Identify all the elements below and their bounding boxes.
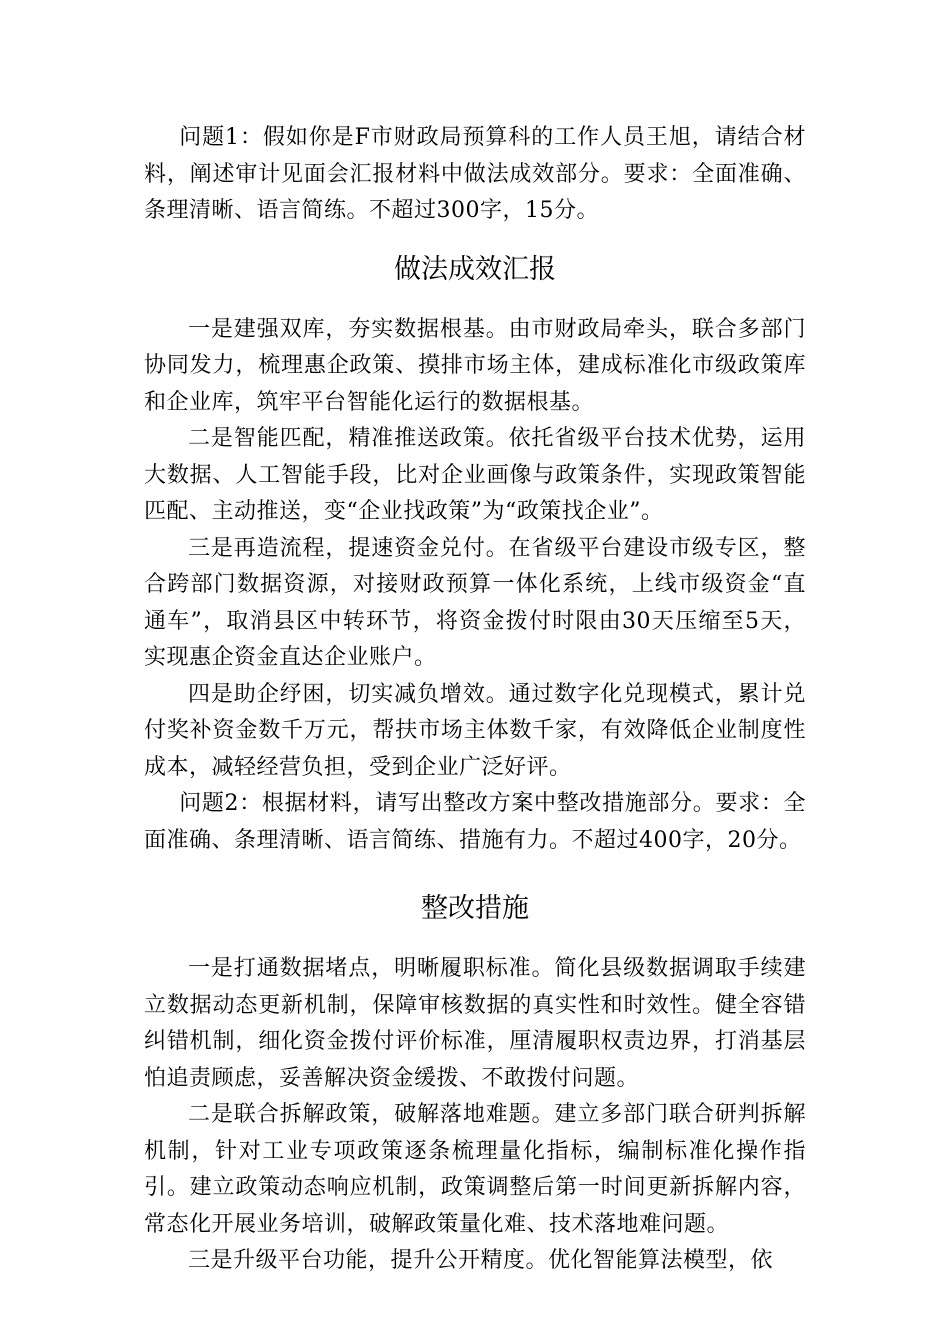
paragraph-enterprise-relief: 四是助企纾困，切实减负增效。通过数字化兑现模式，累计兑付奖补资金数千万元，帮扶市场主体数千家，有效降低企业制度性成本，减轻经营负担，受到企业广泛好评。 [144, 681, 806, 780]
question-2: 问题2：根据材料，请写出整改方案中整改措施部分。要求：全面准确、条理清晰、语言简练、措施有力。不超过400字，20分。 [144, 791, 806, 853]
paragraph-smart-matching: 二是智能匹配，精准推送政策。依托省级平台技术优势，运用大数据、人工智能手段，比对企业画像与政策条件，实现政策智能匹配、主动推送，变“企业找政策”为“政策找企业”。 [144, 426, 806, 524]
question-1: 问题1：假如你是F市财政局预算科的工作人员王旭，请结合材料，阐述审计见面会汇报材料中做法成效部分。要求：全面准确、条理清晰、语言简练。不超过300字，15分。 [144, 125, 806, 223]
paragraph-build-databases: 一是建强双库，夯实数据根基。由市财政局牵头，联合多部门协同发力，梳理惠企政策、摸排市场主体，建成标准化市级政策库和企业库，筑牢平台智能化运行的数据根基。 [144, 316, 806, 415]
paragraph-platform-upgrade: 三是升级平台功能，提升公开精度。优化智能算法模型，依 [188, 1248, 774, 1273]
paragraph-process-redesign: 三是再造流程，提速资金兑付。在省级平台建设市级专区，整合跨部门数据资源，对接财政预算一体化系统，上线市级资金“直通车”，取消县区中转环节，将资金拨付时限由30天压缩至5天，实现惠企资金直达企业账户。 [144, 535, 806, 670]
paragraph-data-bottlenecks: 一是打通数据堵点，明晰履职标准。简化县级数据调取手续建立数据动态更新机制，保障审核数据的真实性和时效性。健全容错纠错机制，细化资金拨付评价标准，厘清履职权责边界，打消基层怕追责顾虑，妥善解决资金缓拨、不敢拨付问题。 [144, 956, 806, 1091]
heading-rectification-measures: 整改措施 [421, 893, 529, 924]
heading-practice-results: 做法成效汇报 [394, 253, 556, 285]
document-page [144, 120, 806, 1280]
paragraph-policy-breakdown: 二是联合拆解政策，破解落地难题。建立多部门联合研判拆解机制，针对工业专项政策逐条梳理量化指标，编制标准化操作指引。建立政策动态响应机制，政策调整后第一时间更新拆解内容，常态化开展业务培训，破解政策量化难、技术落地难问题。 [144, 1102, 806, 1237]
